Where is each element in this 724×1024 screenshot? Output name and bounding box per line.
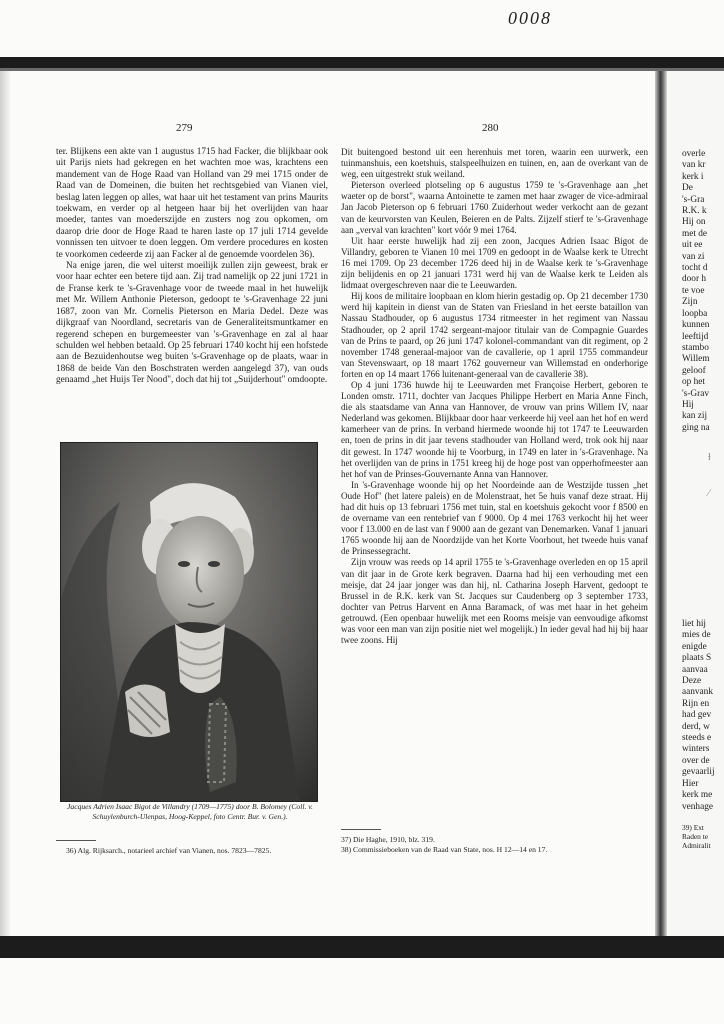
footnote-rule-left — [56, 840, 96, 841]
next-page-line: Zijn — [682, 297, 698, 308]
next-page-line: kerk i — [682, 171, 704, 182]
bottom-scan-bar — [0, 936, 724, 958]
next-page-line: derd, w — [682, 721, 710, 732]
next-page-line: R.K. k — [682, 206, 707, 217]
right-paragraph: Uit haar eerste huwelijk had zij een zoon, Jacques Adrien Isaac Bigot de Villandry, geboren te Vianen 10 mei 1709 en gedoopt in de Waalse kerk te Utrecht 16 mei 1709. Op 23 december 1726 deed hij in de Waalse kerk te 's-Gravenhage zijn belijdenis en op 21 januari 1731 werd hij van de Waalse kerk te Leiden als lidmaat overgeschreven naar die te Leeuwarden. — [341, 235, 648, 291]
margin-mark: ɫ — [708, 452, 711, 463]
next-page-line: met de — [682, 228, 708, 239]
left-footnote: 36) Alg. Rijksarch., notarieel archief van Vianen, nos. 7823—7825. — [66, 846, 272, 855]
next-page-line: Raden te — [682, 832, 709, 841]
next-page-line: kan zij — [682, 411, 708, 422]
next-page-line: aanvank — [682, 687, 713, 698]
next-page-line: liet hij — [682, 619, 707, 629]
next-page-line: winters — [682, 744, 710, 755]
right-paragraph: Op 4 juni 1736 huwde hij te Leeuwarden met Françoise Herbert, geboren te Londen omstr. 1711, dochter van Jacques Philippe Herbert en Maria Anne Finch, die als staatsdame van Anna van Hannover, de vrouw van prins Willem IV, naar Nederland was gekomen. Blijkbaar door haar verkeerde hij veel aan het hof en werd kamerheer van de prins. In verband hiermede woonde hij tot 1747 te Leeuwarden en, toen de prins in dit jaar tevens stadhouder van Holland werd, trok ook hij naar dit gewest. In 1747 woonde hij te Voorburg, in 1749 en later in 's-Gravenhage. Na het overlijden van de prins in 1751 kreeg hij de hoge post van opperhofmeester aan het hof van de Prinses-Gouvernante Anna van Hannover. — [341, 379, 648, 479]
next-page-line: loopba — [682, 308, 708, 319]
right-footnote: 38) Commissieboeken van de Raad van State, nos. H 12—14 en 17. — [341, 844, 548, 854]
next-page-top-text — [682, 149, 710, 434]
next-page-line: ging na — [682, 422, 710, 433]
next-page-line: leeftijd — [682, 331, 709, 342]
right-paragraph: Dit buitengoed bestond uit een herenhuis met toren, waarin een uurwerk, een tuinmanshuis, een koetshuis, stalspeelhuizen en tuinen, en, aan de overkant van de weg, een uitgestrekt stuk weiland. — [341, 147, 648, 180]
next-page-line: gevaarlij — [682, 767, 715, 778]
next-page-line: door h — [682, 274, 707, 285]
right-paragraph: Pieterson overleed plotseling op 6 augustus 1759 te 's-Gravenhage aan „het waeter op de borst", waarna Antoinette te zamen met haar zwager de vice-admiraal Jan Jacob Pieterson op 6 februari 1760 Zuiderhout weder verkocht aan de gezant van de keurvorsten van Keulen, Beieren en de Palts. Zijzelf stierf te 's-Gravenhage aan „verval van krachten" kort vóór 9 mei 1764. — [341, 180, 648, 235]
book-gutter — [655, 71, 667, 936]
portrait-caption: Jacques Adrien Isaac Bigot de Villandry (1709—1775) door B. Bolomey (Coll. v. Schuylenburch-Ulenpas, Hoog-Keppel, foto Centr. Bur. v. Gen.). — [67, 802, 313, 821]
next-page-line: kerk me — [682, 790, 713, 801]
next-page-line: Deze — [682, 676, 702, 687]
next-page-line: De — [682, 183, 693, 194]
right-page-number: 280 — [482, 122, 499, 134]
portrait-drawing — [60, 442, 318, 802]
next-page-line: te voe — [682, 285, 705, 296]
left-page-edge — [0, 71, 10, 936]
next-page-line: enigde — [682, 641, 707, 652]
handwritten-stamp: 0008 — [508, 8, 552, 28]
next-page-line: geloof — [682, 365, 706, 376]
next-page-line: Rijn en — [682, 698, 710, 709]
next-page-line: Willem — [682, 354, 710, 365]
right-paragraph: In 's-Gravenhage woonde hij op het Noordeinde aan de Westzijde tussen „het Oude Hof" (het latere paleis) en de Molenstraat, het 5e huis vanaf deze straat. Hij had dit huis op 13 februari 1756 met tuin, stal en koetshuis gekocht voor f 8500 en de overname van een rentebrief van f 9000. Op 4 mei 1763 verkocht hij het weer voor f 13.000 en de last van f 9000 aan de gezant van Denemarken. Vanaf 1 januari 1765 woonde hij aan de Noordzijde van het Korte Voorhout, het tweede huis vanaf de Prinsessegracht. — [341, 479, 648, 557]
next-page-line: mies de — [682, 630, 711, 641]
next-page-line: op het — [682, 377, 705, 388]
right-paragraph: Hij koos de militaire loopbaan en klom hierin gestadig op. Op 21 december 1730 werd hij kapitein in dienst van de Staten van Friesland in het eerste bataillon van Nassau Stadhouder, op 6 augustus 1734 ritmeester in het regiment van Nassau Stadhouder, op 2 april 1742 sergeant-majoor titulair van de Compagnie Guardes van de Prins te paard, op 26 juni 1747 kolonel-commandant van dit regiment, op 2 november 1748 generaal-majoor van de cavallerie, op 1 april 1755 commandeur van Stevenswaart, op 18 maart 1762 gouverneur van Willemstad en onderhorige forten en op 14 maart 1766 luitenant-generaal van de cavallerie 38). — [341, 291, 648, 379]
next-page-line: tocht d — [682, 263, 708, 274]
left-paragraph: Na enige jaren, die wel uiterst moeilijk zullen zijn geweest, brak er voor haar echter een betere tijd aan. Zij trad namelijk op 22 juni 1721 in de Franse kerk te 's-Gravenhage voor de tweede maal in het huwelijk met Mr. Willem Anthonie Pieterson, gedoopt te 's-Gravenhage 22 juni 1687, zoon van Mr. Cornelis Pieterson en Maria Dedel. Deze was dijkgraaf van Noordland, secretaris van de Generaliteitsmuntkamer en regerend schepen en burgemeester van 's-Gravenhage en zal al haar schulden wel hebben betaald. Op 25 februari 1740 kocht hij een hofstede aan de Bezuidenhoutse weg buiten 's-Gravenhage op de plaats, waar in 1868 de beide Van den Boschstraten werden aangelegd 37), van ouds genaamd „het Huijs Ter Nood", doch dat hij tot „Suijderhout" omdoopte. — [56, 261, 328, 386]
margin-mark: ⁄ — [708, 488, 710, 499]
next-page-line: uit ee — [682, 240, 703, 251]
next-page-line: van zi — [682, 251, 705, 262]
next-page-line: over de — [682, 755, 710, 766]
next-page-line: overle — [682, 149, 706, 159]
next-page-line: 's-Grav — [682, 388, 709, 399]
next-page-line: Hij on — [682, 217, 706, 228]
portrait-image — [60, 442, 318, 802]
right-column-text — [341, 147, 648, 646]
next-page-line: Hier — [682, 778, 699, 789]
footnote-rule-right — [341, 829, 381, 830]
next-page-line: stambo — [682, 342, 709, 353]
right-paragraph: Zijn vrouw was reeds op 14 april 1755 te 's-Gravenhage overleden en op 15 april van dit jaar in de Grote kerk begraven. Daarna had hij een verhouding met een meisje, dat 24 jaar jonger was dan hij, nl. Catharina Joseph Harvent, gedoopt te Brussel in de R.K. kerk van St. Jacques sur Caudenberg op 3 september 1733, dochter van Petrus Harvent en Anna Baramack, of was met haar in het geheim getrouwd. (Een openbaar huwelijk met een Rooms meisje van eenvoudige afkomst was voor een man van zijn positie niet wel mogelijk.) In ieder geval had hij bij haar twee zoons. Hij — [341, 557, 648, 646]
next-page-line: 39) Ext — [682, 823, 704, 832]
next-page-line: had gev — [682, 710, 712, 721]
top-scan-bar — [0, 57, 724, 68]
next-page-line: plaats S — [682, 653, 712, 664]
next-page-line: steeds e — [682, 733, 712, 744]
next-page-line: Admiralit — [682, 841, 711, 850]
next-page-line: venhage — [682, 801, 713, 812]
top-scan-bar-shadow — [0, 68, 724, 71]
next-page-line: aanvaa — [682, 664, 708, 675]
left-page-number: 279 — [176, 122, 193, 134]
next-page-line: van kr — [682, 160, 706, 171]
next-page-line: Hij — [682, 399, 694, 410]
left-paragraph: ter. Blijkens een akte van 1 augustus 1715 had Facker, die blijkbaar ook uit Parijs niets had gekregen en het wachten moe was, krachtens een mandement van de Hoge Raad van Holland van 29 mei 1715 onder de Raad van de Domeinen, die buiten het rechtsgebied van Vianen viel, beslag laten leggen op alles, wat haar uit het testament van prins Maurits toekwam, en verder op al hetgeen haar bij het overlijden van haar moeder, tantes van moederszijde en zusters nog zou opkomen, om daarop drie door de Hoge Raad te haren laste op 17 juli 1714 gevelde vonnissen ten uitvoer te doen leggen. Om verdere procedures en kosten te voorkomen cedeerde zij aan Facker al de genoemde voordelen 36). — [56, 147, 328, 260]
right-footnote: 37) Die Haghe, 1910, blz. 319. — [341, 835, 435, 844]
next-page-line: kunnen — [682, 320, 710, 331]
left-column-text — [56, 147, 328, 387]
next-page-bottom-text — [682, 619, 715, 813]
next-page-line: 's-Gra — [682, 194, 705, 205]
next-page-footnote — [682, 823, 711, 850]
next-page-strip — [668, 71, 724, 936]
right-footnotes — [341, 835, 648, 854]
